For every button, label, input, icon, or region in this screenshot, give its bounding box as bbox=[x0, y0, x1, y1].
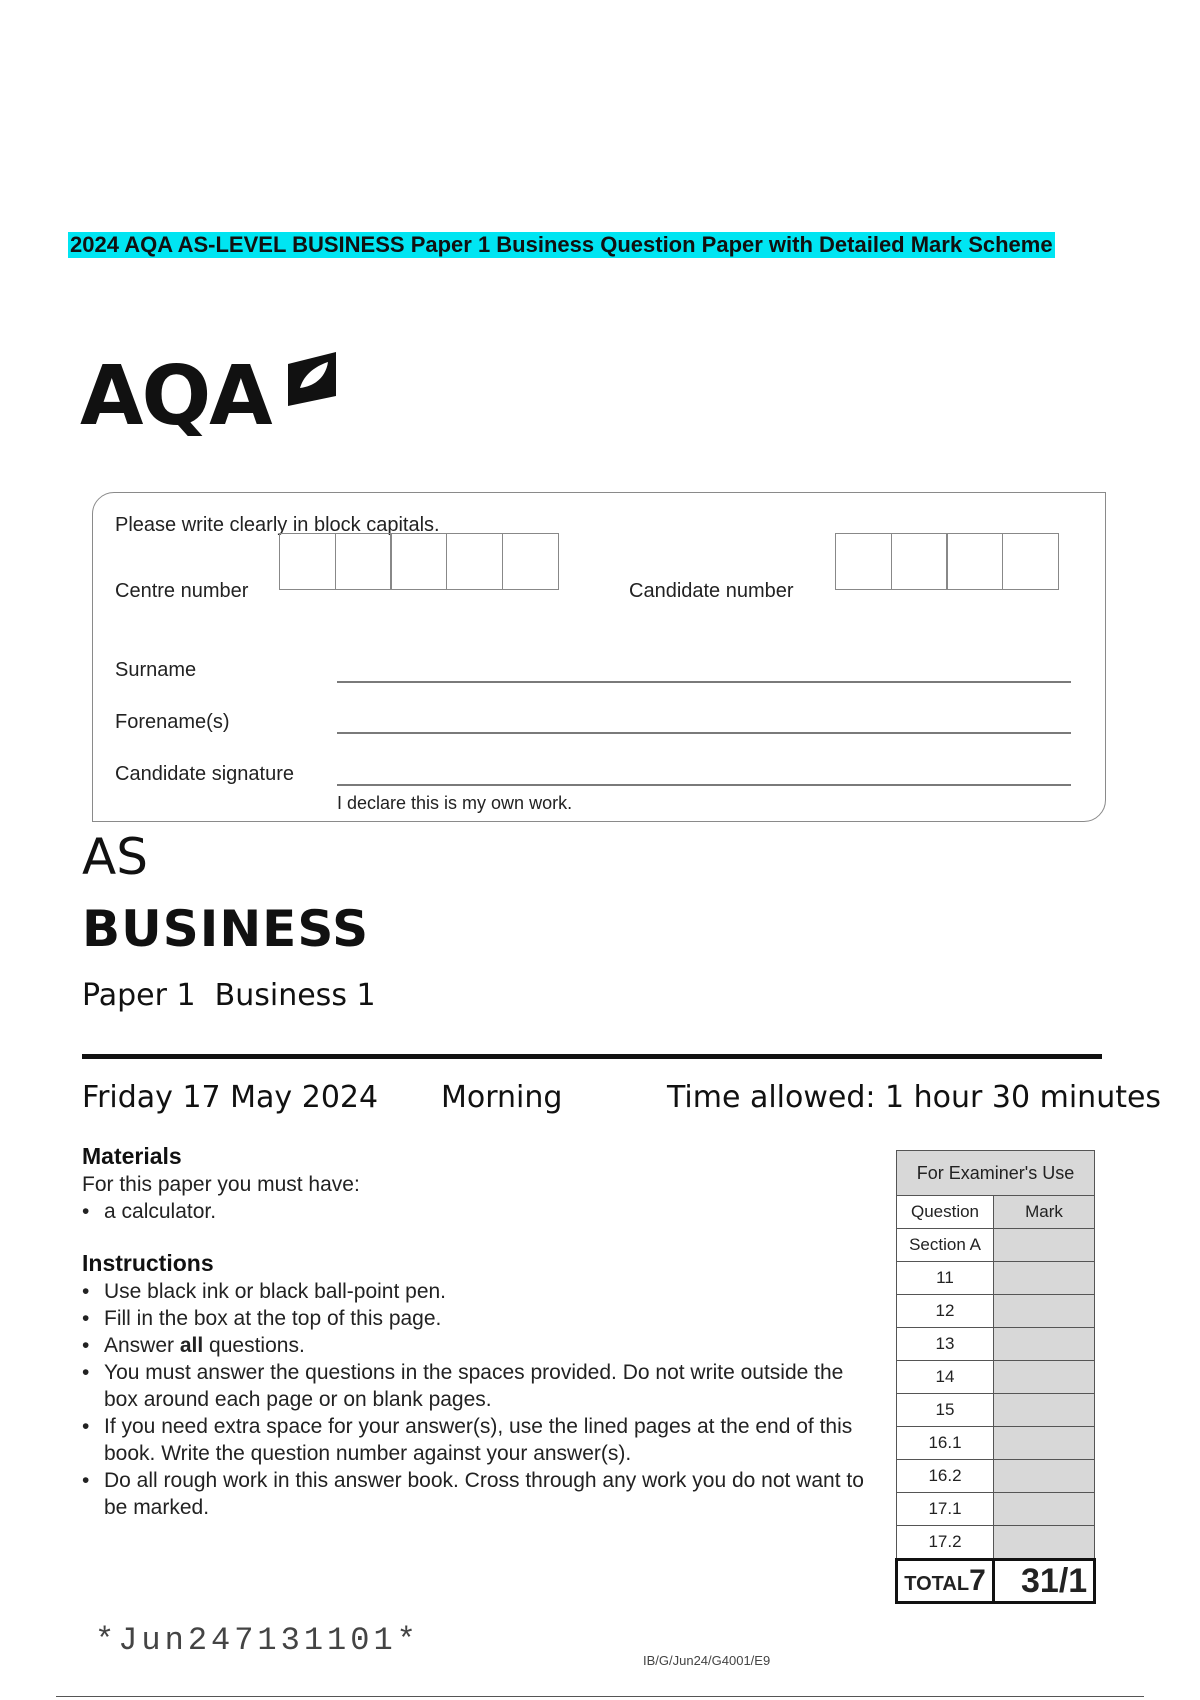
answer-all-pre: Answer bbox=[104, 1334, 180, 1357]
centre-digit-box[interactable] bbox=[502, 533, 559, 590]
instruction-item: • Fill in the box at the top of this page. bbox=[82, 1305, 872, 1332]
instructions-list bbox=[82, 1278, 872, 1521]
question-cell: 16.2 bbox=[897, 1460, 994, 1493]
materials-heading: Materials bbox=[82, 1143, 182, 1169]
section-divider bbox=[82, 1054, 1102, 1059]
question-cell: 16.1 bbox=[897, 1427, 994, 1460]
candidate-digit-box[interactable] bbox=[835, 533, 892, 590]
question-cell: 14 bbox=[897, 1361, 994, 1394]
surname-line[interactable] bbox=[337, 681, 1071, 683]
mark-cell bbox=[994, 1460, 1095, 1493]
qualification-level: AS bbox=[82, 828, 148, 886]
mark-cell bbox=[994, 1229, 1095, 1262]
mark-cell bbox=[994, 1394, 1095, 1427]
mark-column-header: Mark bbox=[994, 1196, 1095, 1229]
declaration-text: I declare this is my own work. bbox=[337, 793, 573, 813]
examiner-use-table bbox=[895, 1150, 1096, 1604]
instruction-item-answer-all bbox=[82, 1332, 872, 1359]
total-label: TOTAL bbox=[904, 1573, 970, 1595]
mark-cell bbox=[994, 1526, 1095, 1560]
centre-digit-box[interactable] bbox=[390, 533, 447, 590]
forename-line[interactable] bbox=[337, 732, 1071, 734]
paper-reference: IB/G/Jun24/G4001/E9 bbox=[643, 1653, 771, 1668]
question-cell: 17.2 bbox=[897, 1526, 994, 1560]
instructions-heading: Instructions bbox=[82, 1250, 214, 1276]
answer-all-post: questions. bbox=[203, 1334, 305, 1357]
question-column-header: Question bbox=[897, 1196, 994, 1229]
materials-intro: For this paper you must have: bbox=[82, 1173, 360, 1196]
aqa-logo-icon bbox=[282, 350, 340, 408]
mark-cell bbox=[994, 1295, 1095, 1328]
instruction-item: • Do all rough work in this answer book. Cross through any work you do not want to be marked. bbox=[82, 1467, 872, 1521]
total-value: 31/1 bbox=[994, 1560, 1095, 1603]
question-cell: 11 bbox=[897, 1262, 994, 1295]
answer-all-bold: all bbox=[179, 1334, 204, 1357]
candidate-number-boxes[interactable] bbox=[835, 533, 1058, 590]
mark-cell bbox=[994, 1427, 1095, 1460]
footer-rule bbox=[56, 1696, 1144, 1697]
centre-digit-box[interactable] bbox=[335, 533, 392, 590]
mark-cell bbox=[994, 1262, 1095, 1295]
aqa-logo-text: AQA bbox=[80, 349, 271, 444]
mark-cell bbox=[994, 1361, 1095, 1394]
question-cell: 17.1 bbox=[897, 1493, 994, 1526]
candidate-digit-box[interactable] bbox=[946, 533, 1003, 590]
materials-item: • a calculator. bbox=[82, 1198, 862, 1225]
question-cell: 15 bbox=[897, 1394, 994, 1427]
examiner-table-title: For Examiner's Use bbox=[897, 1151, 1095, 1196]
time-allowed: Time allowed: 1 hour 30 minutes bbox=[667, 1080, 1162, 1115]
paper-title: Paper 1 Business 1 bbox=[82, 978, 376, 1013]
block-capitals-instruction: Please write clearly in block capitals. bbox=[115, 514, 440, 536]
candidate-number-label: Candidate number bbox=[629, 580, 794, 602]
barcode-text: *Jun247131101* bbox=[95, 1622, 420, 1659]
mark-cell bbox=[994, 1493, 1095, 1526]
signature-line[interactable] bbox=[337, 784, 1071, 786]
surname-label: Surname bbox=[115, 659, 197, 681]
candidate-digit-box[interactable] bbox=[891, 533, 948, 590]
centre-number-boxes[interactable] bbox=[279, 533, 558, 590]
instruction-item: • Use black ink or black ball-point pen. bbox=[82, 1278, 872, 1305]
subject-title: BUSINESS bbox=[82, 900, 370, 958]
materials-list bbox=[82, 1198, 862, 1225]
total-label-cell bbox=[897, 1560, 994, 1603]
question-cell: 12 bbox=[897, 1295, 994, 1328]
instruction-item: • You must answer the questions in the spaces provided. Do not write outside the box around each page or on blank pages. bbox=[82, 1359, 872, 1413]
instruction-item: • If you need extra space for your answer(s), use the lined pages at the end of this book. Write the question number against your answer(s). bbox=[82, 1413, 872, 1467]
exam-session: Morning bbox=[441, 1080, 563, 1115]
centre-digit-box[interactable] bbox=[446, 533, 503, 590]
centre-digit-box[interactable] bbox=[279, 533, 336, 590]
document-title-banner: 2024 AQA AS-LEVEL BUSINESS Paper 1 Business Question Paper with Detailed Mark Scheme bbox=[70, 232, 1053, 257]
question-cell: Section A bbox=[897, 1229, 994, 1262]
total-fragment: 7 bbox=[969, 1564, 986, 1597]
signature-label: Candidate signature bbox=[115, 763, 295, 785]
exam-date: Friday 17 May 2024 bbox=[82, 1080, 379, 1115]
question-cell: 13 bbox=[897, 1328, 994, 1361]
centre-number-label: Centre number bbox=[115, 580, 249, 602]
candidate-digit-box[interactable] bbox=[1002, 533, 1059, 590]
forename-label: Forename(s) bbox=[115, 711, 230, 733]
mark-cell bbox=[994, 1328, 1095, 1361]
